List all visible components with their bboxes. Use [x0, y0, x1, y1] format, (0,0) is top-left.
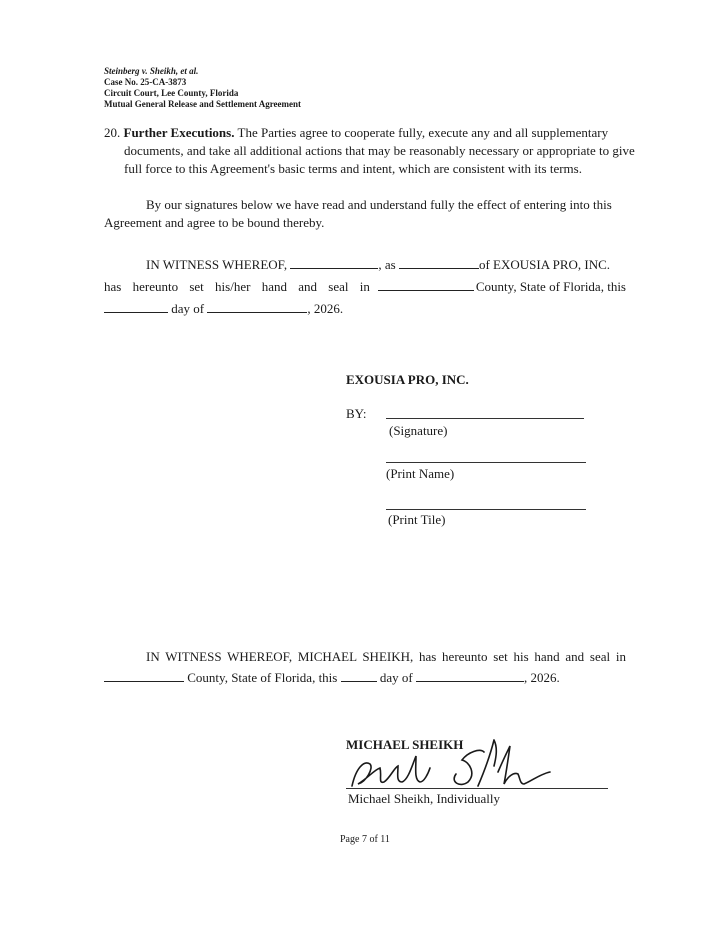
section-20 — [104, 124, 646, 178]
county2-blank[interactable] — [104, 671, 184, 682]
witness2-text-c: day of — [379, 670, 413, 685]
document-title: Mutual General Release and Settlement Agreement — [104, 99, 302, 109]
print-title-line[interactable] — [386, 509, 586, 510]
witness2-line2 — [104, 669, 560, 687]
print-name-label: (Print Name) — [386, 466, 455, 481]
individual-name: MICHAEL SHEIKH — [346, 737, 464, 752]
witness1-text-d: has hereunto set his/her hand and seal in — [104, 279, 370, 294]
section-heading: Further Executions. — [123, 125, 235, 140]
witness1-text-e: County, State of Florida, this — [475, 279, 626, 294]
case-number: Case No. 25-CA-3873 — [104, 77, 187, 87]
witness1-text-b: , as — [378, 257, 396, 272]
section-number: 20. — [104, 125, 121, 140]
by-label: BY: — [346, 406, 367, 421]
witness1-text-a: IN WITNESS WHEREOF, — [146, 257, 288, 272]
month-blank[interactable] — [207, 302, 307, 313]
witness1-text-g: , 2026. — [307, 301, 344, 316]
section-text: The Parties agree to cooperate fully, execute any and all supplementary documents, and take all additional actions that may be reasonably necessary or appropriate to give full force to this Agreement's basic terms and intent, which are consistent with its terms. — [124, 125, 635, 176]
witness1-text-f: day of — [171, 301, 205, 316]
signature-label: (Signature) — [389, 423, 448, 438]
name-blank[interactable] — [290, 258, 378, 269]
witness1-line2 — [104, 278, 626, 296]
court-name: Circuit Court, Lee County, Florida — [104, 88, 239, 98]
case-style: Steinberg v. Sheikh, et al. — [104, 66, 199, 76]
handwritten-signature — [344, 738, 614, 798]
witness2-text-d: , 2026. — [523, 670, 560, 685]
witness2-text-b: County, State of Florida, this — [187, 670, 338, 685]
title-blank[interactable] — [399, 258, 479, 269]
county-blank[interactable] — [378, 280, 474, 291]
witness1-line1 — [146, 256, 610, 274]
print-name-line[interactable] — [386, 462, 586, 463]
company-name: EXOUSIA PRO, INC. — [346, 372, 469, 387]
page-number: Page 7 of 11 — [340, 834, 390, 845]
acknowledgement-paragraph: By our signatures below we have read and understand fully the effect of entering into this Agreement and agree to be bound thereby. — [104, 197, 612, 230]
witness1-text-c: of EXOUSIA PRO, INC. — [478, 257, 611, 272]
print-title-label: (Print Tile) — [388, 512, 446, 527]
signature-line[interactable] — [386, 418, 584, 419]
individual-signature-line[interactable] — [346, 788, 608, 789]
case-caption — [104, 66, 301, 110]
individual-label: Michael Sheikh, Individually — [348, 791, 501, 806]
day-blank[interactable] — [104, 302, 168, 313]
witness1-line3 — [104, 300, 343, 318]
witness2-line1: IN WITNESS WHEREOF, MICHAEL SHEIKH, has hereunto set his hand and seal in — [146, 649, 626, 664]
month2-blank[interactable] — [416, 671, 524, 682]
day2-blank[interactable] — [341, 671, 377, 682]
